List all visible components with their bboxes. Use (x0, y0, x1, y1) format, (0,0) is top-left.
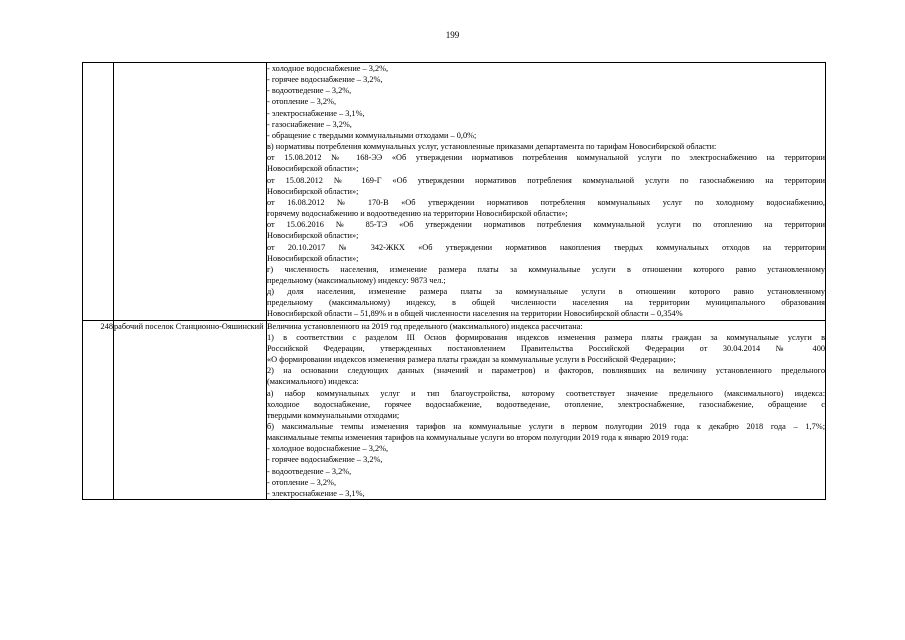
text-line: 2) на основании следующих данных (значений и параметров) и факторов, повлиявших на величину установленного предельного (267, 366, 825, 376)
text-line: - горячее водоснабжение – 3,2%, (267, 455, 383, 465)
text-line: - обращение с твердыми коммунальными отходами – 0,0%; (267, 130, 477, 140)
text-line: максимальные темпы изменения тарифов на коммунальные услуги во втором полугодии 2019 года к январю 2019 года: (267, 433, 689, 443)
text-line: д) доля населения, изменение размера платы за коммунальные услуги в отношении которого равно установленному (267, 287, 825, 297)
municipality-name: рабочий поселок Станционно-Ояшинский (114, 321, 264, 331)
text-line: - газоснабжение – 3,2%, (267, 119, 352, 129)
text-line: предельному (максимальному) индексу, в общей численности населения на территории муниципального образования (267, 298, 825, 308)
text-line: Новосибирской области»; (267, 164, 359, 174)
text-line: холодное водоснабжение, горячее водоснабжение, водоотведение, отопление, электроснабжение, газоснабжение, обращение с (267, 399, 825, 409)
text-line: Величина установленного на 2019 год предельного (максимального) индекса рассчитана: (267, 321, 583, 331)
text-line: от 15.08.2012 № 169-Г «Об утверждении нормативов потребления коммунальной услуги по газоснабжению на территории (267, 175, 825, 185)
table-row (83, 63, 826, 321)
text-line: - холодное водоснабжение – 3,2%, (267, 444, 389, 454)
text-line: «О формировании индексов изменения размера платы граждан за коммунальные услуги в Российской Федерации»; (267, 355, 676, 365)
text-line: от 15.06.2016 № 85-ТЭ «Об утверждении нормативов потребления коммунальной услуги по отоплению на территории (267, 220, 825, 230)
text-line: в) нормативы потребления коммунальных услуг, установленные приказами департамента по тарифам Новосибирской области: (267, 142, 717, 152)
text-line: - отопление – 3,2%, (267, 97, 337, 107)
text-line: - отопление – 3,2%, (267, 477, 337, 487)
page-number: 199 (445, 30, 460, 40)
text-line: Российской Федерации, утвержденных постановлением Правительства Российской Федерации от 30.04.2014 № 400 (267, 343, 825, 353)
text-line: а) набор коммунальных услуг и тип благоустройства, которому соответствует значение предельного (максимального) индекса: (267, 388, 825, 398)
text-line: - электроснабжение – 3,1%, (267, 108, 365, 118)
text-line: - горячее водоснабжение – 3,2%, (267, 75, 383, 85)
text-line: б) максимальные темпы изменения тарифов на коммунальные услуги в первом полугодии 2019 года к декабрю 2018 года – 1,7%; (267, 422, 825, 431)
index-justification-cell (267, 63, 826, 321)
row-number: 248 (100, 321, 113, 331)
municipality-name-cell (114, 320, 267, 500)
text-line: - водоотведение – 3,2%, (267, 86, 352, 96)
text-line: Новосибирской области»; (267, 253, 359, 263)
text-line: - электроснабжение – 3,1%, (267, 488, 365, 498)
text-line: предельному (максимальному) индексу: 9873 чел.; (267, 275, 446, 285)
text-line: - холодное водоснабжение – 3,2%, (267, 64, 389, 73)
text-line: от 16.08.2012 № 170-В «Об утверждении нормативов потребления коммунальных услуг по холодному водоснабжению, (267, 197, 825, 207)
text-line: - водоотведение – 3,2%, (267, 466, 352, 476)
text-line: 1) в соответствии с разделом III Основ формирования индексов изменения размера платы граждан за коммунальные услуги в (267, 332, 825, 342)
text-line: от 20.10.2017 № 342-ЖКХ «Об утверждении нормативов накопления твердых коммунальных отходов на территории (267, 242, 825, 252)
text-line: Новосибирской области»; (267, 186, 359, 196)
text-line: г) численность населения, изменение размера платы за коммунальные услуги в отношении которого равно установленному (267, 264, 825, 274)
text-line: Новосибирской области – 51,89% и в общей численности населения на территории Новосибирской области – 0,354% (267, 309, 683, 319)
text-line: твердыми коммунальными отходами; (267, 410, 400, 420)
text-line: горячему водоснабжению и водоотведению на территории Новосибирской области»; (267, 209, 568, 219)
text-line: от 15.08.2012 № 168-ЭЭ «Об утверждении нормативов потребления коммунальной услуги по электроснабжению на территории (267, 153, 825, 163)
text-line: (максимального) индекса: (267, 377, 359, 387)
tariff-table (82, 62, 826, 500)
row-number-cell (83, 320, 114, 500)
table-row (83, 320, 826, 500)
row-number-cell (83, 63, 114, 321)
municipality-name-cell (114, 63, 267, 321)
text-line: Новосибирской области»; (267, 231, 359, 241)
index-justification-cell (267, 320, 826, 500)
